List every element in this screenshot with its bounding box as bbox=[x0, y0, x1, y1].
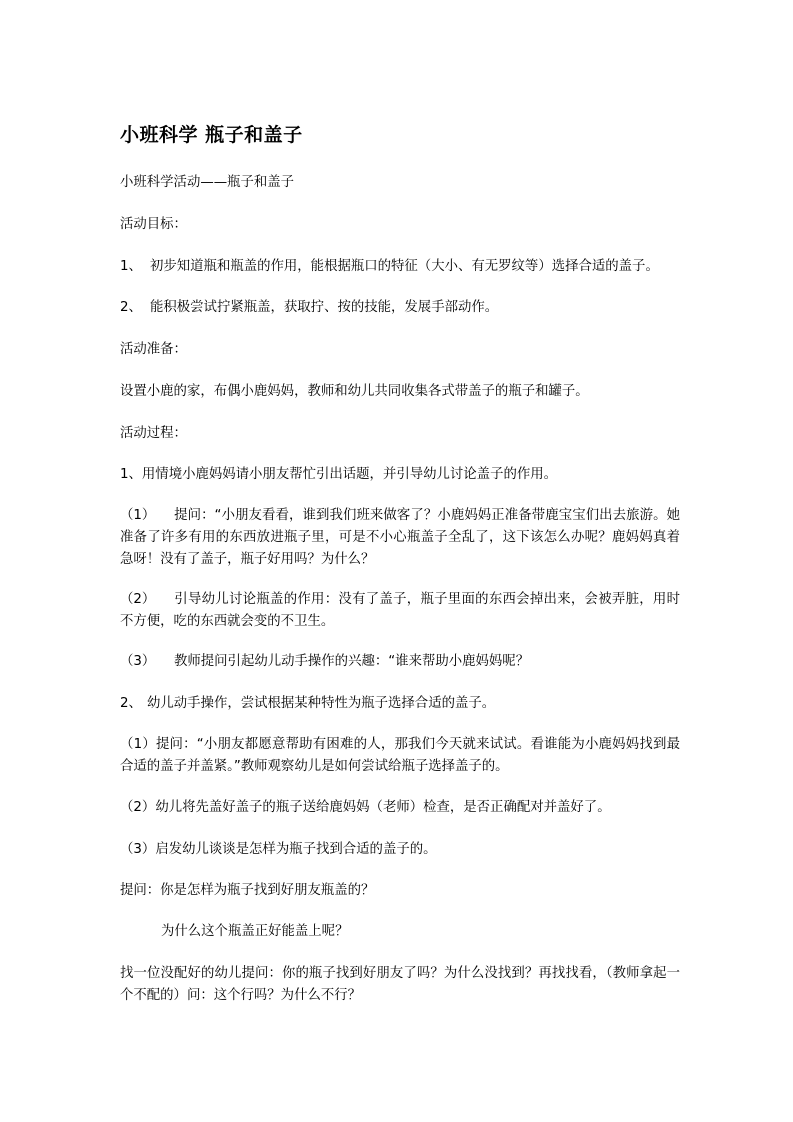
goal-text: 能积极尝试拧紧瓶盖，获取拧、按的技能，发展手部动作。 bbox=[150, 300, 499, 315]
step-1: 1、用情境小鹿妈妈请小朋友帮忙引出话题，并引导幼儿讨论盖子的作用。 bbox=[120, 467, 558, 482]
item-number: （1） bbox=[120, 737, 156, 752]
step-1-item bbox=[120, 589, 680, 633]
step-1-item bbox=[120, 651, 680, 673]
item-text: 提问：“小朋友看看，谁到我们班来做客了？小鹿妈妈正准备带鹿宝宝们出去旅游。她准备了许多有用的东西放进瓶子里，可是不小心瓶盖子全乱了，这下该怎么办呢？鹿妈妈真着急呀！没有了盖子，瓶子好用吗？为什么？ bbox=[120, 508, 680, 567]
item-number: （2） bbox=[120, 800, 156, 815]
goal-number: 1、 bbox=[120, 259, 142, 274]
item-number: （3） bbox=[120, 654, 156, 669]
goals-heading: 活动目标： bbox=[120, 217, 187, 232]
item-text: 幼儿将先盖好盖子的瓶子送给鹿妈妈（老师）检查，是否正确配对并盖好了。 bbox=[155, 800, 611, 815]
item-text: 启发幼儿谈谈是怎样为瓶子找到合适的盖子的。 bbox=[155, 842, 437, 857]
step-1-item bbox=[120, 505, 680, 571]
step-number: 2、 bbox=[120, 696, 142, 711]
final-paragraph: 找一位没配好的幼儿提问：你的瓶子找到好朋友了吗？为什么没找到？再找找看，（教师拿起一个不配的）问：这个行吗？为什么不行？ bbox=[120, 966, 680, 1003]
item-text: 教师提问引起幼儿动手操作的兴趣：“谁来帮助小鹿妈妈呢？ bbox=[174, 654, 530, 669]
question-label: 提问： bbox=[120, 883, 161, 898]
step-2-item bbox=[120, 734, 680, 778]
goal-item bbox=[120, 256, 680, 278]
item-text: 引导幼儿讨论瓶盖的作用：没有了盖子，瓶子里面的东西会掉出来，会被弄脏，用时不方便，吃的东西就会变的不卫生。 bbox=[120, 592, 680, 629]
step-text: 幼儿动手操作，尝试根据某种特性为瓶子选择合适的盖子。 bbox=[147, 696, 496, 711]
goal-number: 2、 bbox=[120, 300, 142, 315]
question-1 bbox=[120, 880, 680, 902]
item-number: （2） bbox=[120, 592, 156, 607]
item-number: （1） bbox=[120, 508, 156, 523]
step-2-item bbox=[120, 839, 680, 861]
document-title: 小班科学 瓶子和盖子 bbox=[120, 124, 303, 146]
item-text: 提问：“小朋友都愿意帮助有困难的人，那我们今天就来试试。看谁能为小鹿妈妈找到最合适的盖子并盖紧。”教师观察幼儿是如何尝试给瓶子选择盖子的。 bbox=[120, 737, 680, 774]
question-2: 为什么这个瓶盖正好能盖上呢？ bbox=[161, 924, 349, 939]
subtitle: 小班科学活动——瓶子和盖子 bbox=[120, 175, 295, 190]
step-2-item bbox=[120, 797, 680, 819]
prep-text: 设置小鹿的家，布偶小鹿妈妈，教师和幼儿共同收集各式带盖子的瓶子和罐子。 bbox=[120, 384, 589, 399]
goal-text: 初步知道瓶和瓶盖的作用，能根据瓶口的特征（大小、有无罗纹等）选择合适的盖子。 bbox=[150, 259, 659, 274]
prep-heading: 活动准备： bbox=[120, 342, 187, 357]
goal-item bbox=[120, 297, 680, 319]
item-number: （3） bbox=[120, 842, 156, 857]
question-text: 你是怎样为瓶子找到好朋友瓶盖的？ bbox=[160, 883, 375, 898]
process-heading: 活动过程： bbox=[120, 426, 187, 441]
step-2 bbox=[120, 693, 680, 715]
